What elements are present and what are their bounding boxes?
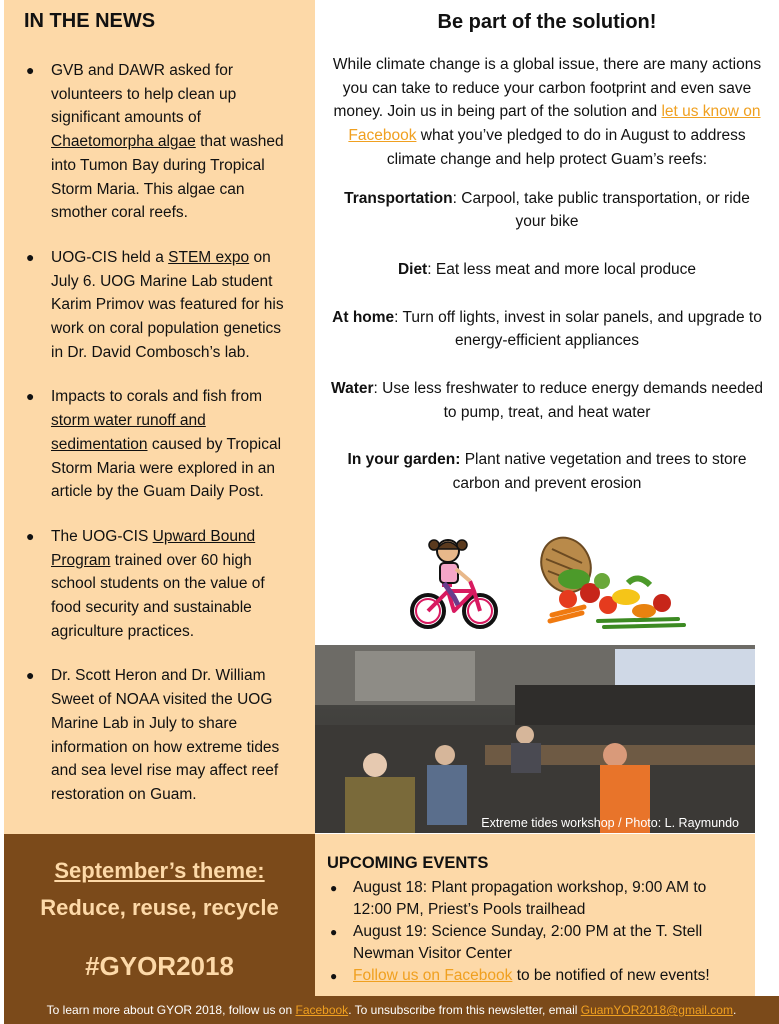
workshop-photo-image bbox=[315, 645, 755, 833]
list-item: ● The UOG-CIS Upward Bound Program trained over 60 high school students on the value of food security and sustainable agriculture practices. bbox=[24, 525, 297, 644]
footer-email-link[interactable]: GuamYOR2018@gmail.com bbox=[580, 1003, 733, 1017]
bullet-icon: ● bbox=[26, 248, 35, 265]
vegetable-basket-illustration bbox=[538, 535, 688, 635]
action-transportation: Transportation: Carpool, take public transportation, or ride your bike bbox=[344, 189, 750, 231]
photo-caption: Extreme tides workshop / Photo: L. Raymundo bbox=[481, 816, 739, 830]
events-panel bbox=[315, 834, 755, 996]
list-item: ● August 19: Science Sunday, 2:00 PM at the T. Stell Newman Visitor Center bbox=[330, 923, 703, 962]
follow-facebook-link[interactable]: Follow us on Facebook bbox=[353, 967, 513, 984]
list-item: ● Dr. Scott Heron and Dr. William Sweet of NOAA visited the UOG Marine Lab in July to share information on how extreme tides and sea level rise may affect reef restoration on Guam. bbox=[24, 664, 297, 806]
bullet-icon: ● bbox=[26, 667, 35, 684]
bullet-icon: ● bbox=[26, 62, 35, 78]
bullet-icon: ● bbox=[330, 881, 338, 895]
events-list bbox=[327, 877, 745, 987]
bullet-icon: ● bbox=[330, 969, 338, 983]
theme-panel bbox=[4, 834, 315, 996]
list-item: ● Impacts to corals and fish from storm water runoff and sedimentation caused by Tropical Storm Maria were explored in an article by the Guam Daily Post. bbox=[24, 385, 297, 504]
list-item: ● GVB and DAWR asked for volunteers to help clean up significant amounts of Chaetomorpha algae that washed into Tumon Bay during Tropical Storm Maria. This algae can smother coral reefs. bbox=[24, 59, 297, 225]
footer: To learn more about GYOR 2018, follow us on Facebook. To unsubscribe from this newsletter, email GuamYOR2018@gmail.com. bbox=[4, 996, 779, 1024]
bullet-icon: ● bbox=[26, 527, 35, 544]
workshop-photo bbox=[315, 645, 755, 833]
theme-subtitle: Reduce, reuse, recycle bbox=[40, 895, 279, 920]
news-link[interactable]: Chaetomorpha algae bbox=[51, 133, 196, 151]
events-heading: UPCOMING EVENTS bbox=[327, 854, 489, 872]
theme-title: September’s theme: bbox=[54, 858, 265, 883]
solution-intro: While climate change is a global issue, there are many actions you can take to reduce your carbon footprint and even save money. Join us in being part of the solution and let us know on Facebook what you’ve pledged to do in August to address climate change and help protect Guam’s reefs: bbox=[332, 56, 762, 168]
action-diet: Diet: Eat less meat and more local produce bbox=[397, 260, 697, 278]
footer-facebook-link[interactable]: Facebook bbox=[295, 1003, 349, 1017]
bullet-icon: ● bbox=[330, 925, 338, 939]
action-garden: In your garden: Plant native vegetation and trees to store carbon and prevent erosion bbox=[347, 451, 747, 493]
list-item: ● Follow us on Facebook to be notified of new events! bbox=[327, 965, 745, 987]
bullet-icon: ● bbox=[26, 388, 35, 405]
news-link[interactable]: Upward Bound Program bbox=[51, 527, 256, 569]
list-item: ● UOG-CIS held a STEM expo on July 6. UOG Marine Lab student Karim Primov was featured for his work on coral population genetics in Dr. David Combosch’s lab. bbox=[24, 246, 297, 365]
girl-on-bike-illustration bbox=[408, 535, 500, 635]
news-panel bbox=[4, 0, 315, 834]
news-heading: IN THE NEWS bbox=[24, 10, 156, 32]
list-item: ● August 18: Plant propagation workshop, 9:00 AM to 12:00 PM, Priest’s Pools trailhead bbox=[330, 879, 707, 918]
news-link[interactable]: storm water runoff and sedimentation bbox=[51, 412, 206, 453]
solution-heading: Be part of the solution! bbox=[437, 11, 657, 33]
news-list bbox=[24, 59, 297, 807]
news-link[interactable]: STEM expo bbox=[168, 248, 250, 266]
theme-hashtag: #GYOR2018 bbox=[85, 951, 234, 981]
action-water: Water: Use less freshwater to reduce energy demands needed to pump, treat, and heat water bbox=[331, 380, 763, 421]
action-home: At home: Turn off lights, invest in solar panels, and upgrade to energy-efficient appliances bbox=[332, 308, 762, 350]
facebook-link[interactable]: let us know on Facebook bbox=[348, 103, 761, 145]
